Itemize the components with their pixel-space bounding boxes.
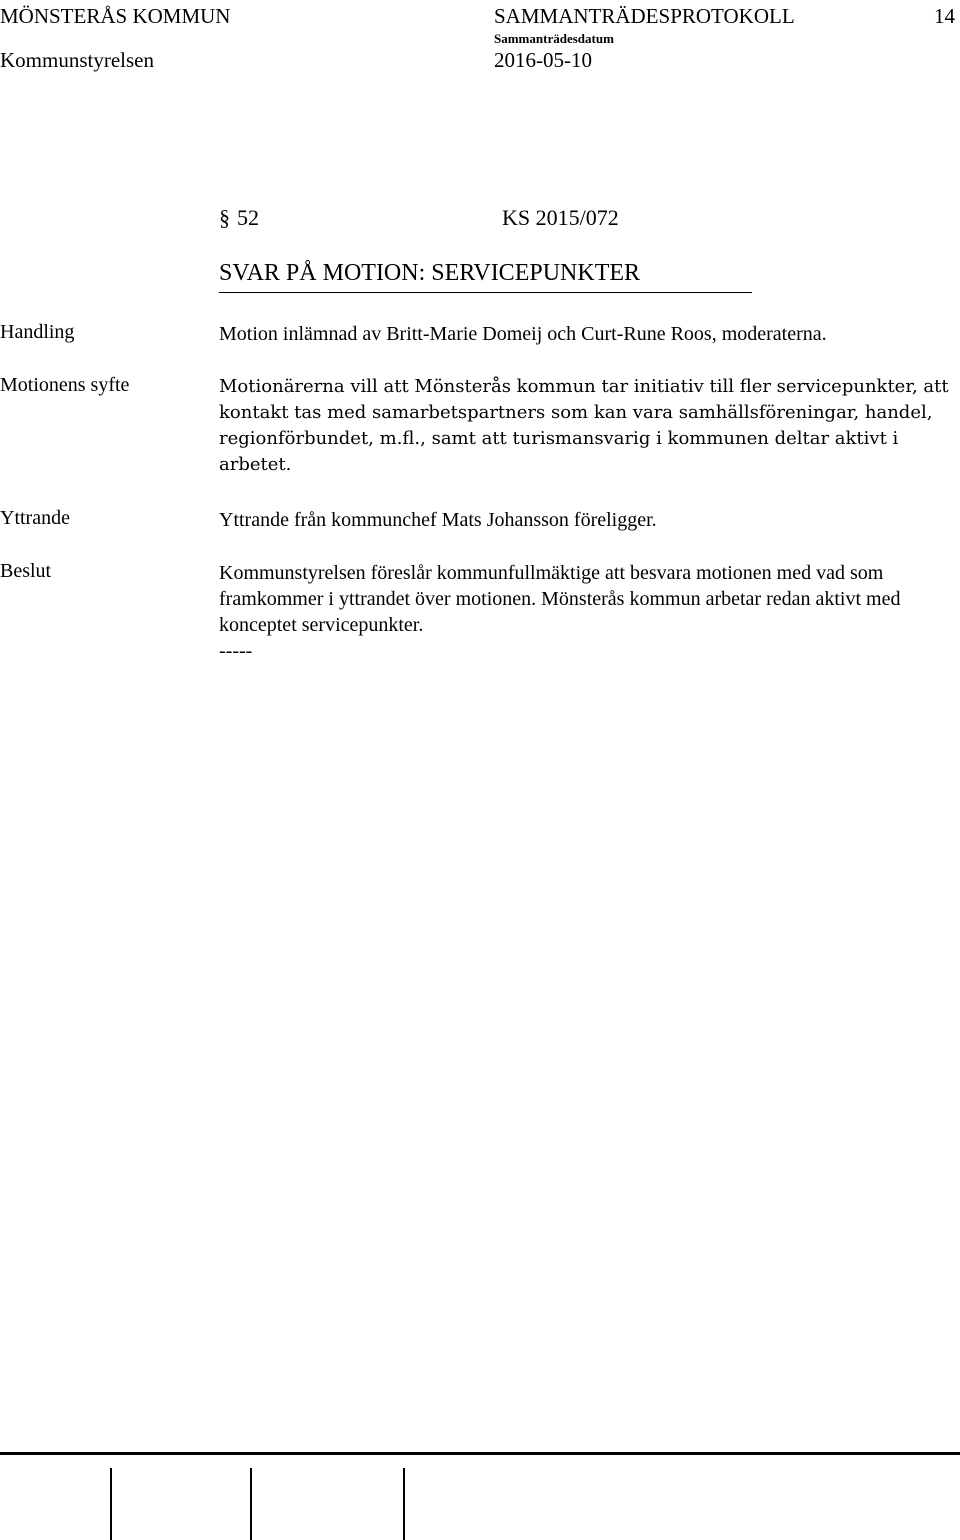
section-symbol: § <box>219 205 230 230</box>
municipality-name: MÖNSTERÅS KOMMUN <box>0 4 231 28</box>
text-yttrande: Yttrande från kommunchef Mats Johansson föreligger. <box>219 509 657 531</box>
end-mark: ----- <box>219 640 253 662</box>
section-title: SVAR PÅ MOTION: SERVICEPUNKTER <box>219 260 641 286</box>
signature-divider <box>403 1468 405 1540</box>
signature-divider <box>250 1468 252 1540</box>
page-number: 14 <box>934 4 955 28</box>
text-motionens-syfte: Motionärerna vill att Mönsterås kommun tar initiativ till fler servicepunkter, att kontakt tas med samarbetspartners som kan vara samhällsföreningar, handel, regionförbundet, m.fl., samt att turismansvarig i kommunen deltar aktivt i arbetet. <box>219 376 949 475</box>
meeting-date: 2016-05-10 <box>494 48 592 72</box>
case-id: KS 2015/072 <box>502 205 619 230</box>
label-yttrande: Yttrande <box>0 507 70 529</box>
label-handling: Handling <box>0 321 75 343</box>
section-number: 52 <box>237 205 259 230</box>
signature-rule <box>0 1452 960 1455</box>
board-name: Kommunstyrelsen <box>0 48 154 72</box>
document-type: SAMMANTRÄDESPROTOKOLL <box>494 4 795 28</box>
text-handling: Motion inlämnad av Britt-Marie Domeij och Curt-Rune Roos, moderaterna. <box>219 323 827 345</box>
text-beslut: Kommunstyrelsen föreslår kommunfullmäktige att besvara motionen med vad som framkommer i yttrandet över motionen. Mönsterås kommun arbetar redan aktivt med konceptet servicepunkter. <box>219 562 901 636</box>
signature-divider <box>110 1468 112 1540</box>
label-beslut: Beslut <box>0 560 52 582</box>
label-motionens-syfte: Motionens syfte <box>0 374 130 396</box>
date-label: Sammanträdesdatum <box>494 31 614 46</box>
title-underline <box>219 292 752 293</box>
